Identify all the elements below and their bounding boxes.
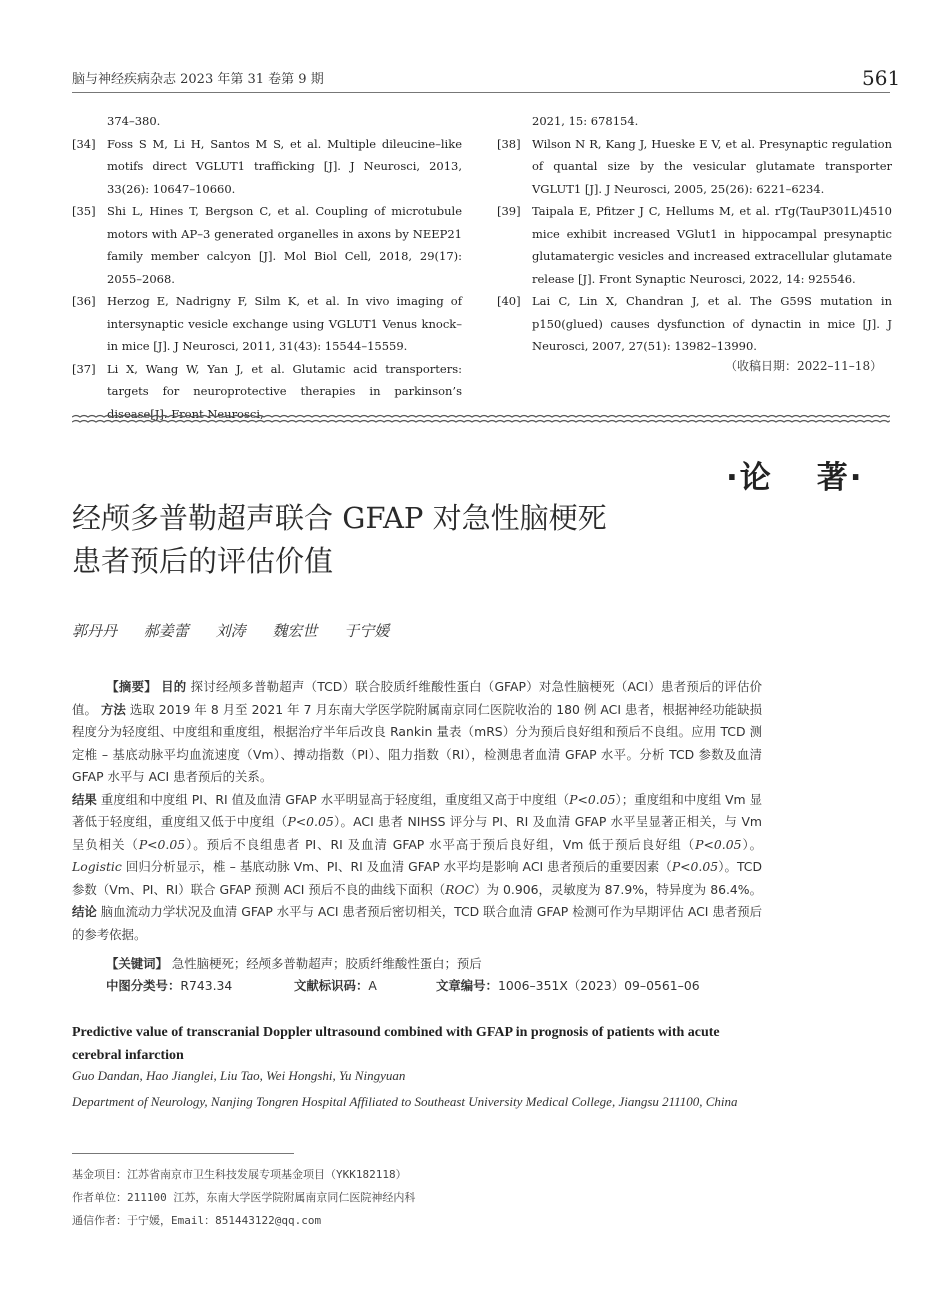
- abstract: [72, 676, 762, 946]
- reference-text: Wilson N R, Kang J, Hueske E V, et al. Presynaptic regulation of quantal size by the vesicular glutamate transporter VGLUT1 [J]. J Neurosci, 2005, 25(26): 6221–6234.: [532, 136, 892, 196]
- objective-text: 探讨经颅多普勒超声（TCD）联合胶质纤维酸性蛋白（GFAP）对急性脑梗死（ACI）患者预后的评估价值。: [72, 679, 763, 717]
- doc-code-value: A: [368, 978, 377, 993]
- reference-item: [72, 200, 462, 290]
- roc-term: ROC: [445, 881, 475, 897]
- author-name: 刘涛: [215, 622, 246, 640]
- reference-item: [72, 133, 462, 201]
- keywords: [106, 954, 482, 972]
- conclusion-label: 结论: [72, 904, 97, 919]
- p-value: P<0.05: [695, 836, 742, 852]
- objective-label: 目的: [161, 679, 187, 694]
- author-name: 郝姜蕾: [143, 622, 189, 640]
- clc-label: 中图分类号：: [106, 978, 181, 993]
- reference-text: Herzog E, Nadrigny F, Silm K, et al. In vivo imaging of intersynaptic vesicle exchange using VGLUT1 Venus knock–in mice [J]. J Neurosci, 2011, 31(43): 15544–15559.: [107, 294, 462, 353]
- reference-number: [36]: [72, 294, 96, 308]
- reference-number: [35]: [72, 204, 96, 218]
- results-label: 结果: [72, 791, 97, 807]
- classification-line: [106, 976, 766, 994]
- column-tag-left: ·论: [726, 460, 773, 496]
- reference-number: [37]: [72, 361, 96, 376]
- reference-number: [40]: [497, 294, 521, 308]
- reference-text: Li X, Wang W, Yan J, et al. Glutamic acid transporters: targets for neuroprotective therapies in parkinson’s disease[J]. Front Neurosci,: [107, 361, 462, 421]
- keywords-label: 【关键词】: [106, 956, 168, 971]
- page-number: 561: [862, 66, 901, 90]
- footnote-unit: 作者单位：211100 江苏，东南大学医学院附属南京同仁医院神经内科: [72, 1191, 416, 1204]
- footnote-rule: [72, 1153, 294, 1154]
- reference-text: Foss S M, Li H, Santos M S, et al. Multiple dileucine–like motifs direct VGLUT1 trafficking [J]. J Neurosci, 2013, 33(26): 10647–10660.: [107, 136, 462, 196]
- p-value: P<0.05: [138, 836, 186, 852]
- doc-code-label: 文献标识码：: [294, 978, 369, 993]
- reference-item: [72, 290, 462, 358]
- p-value: P<0.05: [287, 814, 334, 829]
- results-text: 回归分析显示，椎 – 基底动脉 Vm、PI、RI 及血清 GFAP 水平均是影响 ACI 患者预后的重要因素（: [121, 859, 672, 874]
- reference-item: [497, 200, 892, 290]
- methods-label: 方法: [100, 701, 126, 717]
- references-left: [72, 110, 462, 425]
- article-title-line: 经颅多普勒超声联合 GFAP 对急性脑梗死: [72, 501, 607, 535]
- reference-text: Taipala E, Pfitzer J C, Hellums M, et al. rTg(TauP301L)4510 mice exhibit increased VGlut1 in hippocampal presynaptic glutamatergic vesicles and increased extracellular glutamate release [J]. Front Synaptic Neurosci, 2022, 14: 925546.: [532, 204, 892, 286]
- conclusion-text: 脑血流动力学状况及血清 GFAP 水平与 ACI 患者预后密切相关，TCD 联合血清 GFAP 检测可作为早期评估 ACI 患者预后的参考依据。: [72, 904, 763, 942]
- clc-value: R743.34: [180, 978, 233, 993]
- column-tag-right: 著·: [816, 460, 864, 496]
- results-text: ）。: [741, 836, 763, 852]
- reference-item: [497, 290, 892, 358]
- reference-text: 2021, 15: 678154.: [532, 114, 639, 128]
- footnote-fund: 基金项目：江苏省南京市卫生科技发展专项基金项目（YKK182118）: [72, 1168, 407, 1181]
- author-name: 郭丹丹: [72, 622, 118, 640]
- article-number-value: 1006–351X（2023）09–0561–06: [497, 978, 700, 993]
- methods-text: 选取 2019 年 8 月至 2021 年 7 月东南大学医学院附属南京同仁医院收治的 180 例 ACI 患者，根据神经功能缺损程度分为轻度组、中度组和重度组，根据治疗半年后改良 Rankin 量表（mRS）分为预后良好组和预后不良组。应用 TCD 测定椎 – 基底动脉平均血流速度（Vm）、搏动指数（PI）、阻力指数（RI），检测患者血清 GFAP 水平。分析 TCD 参数及血清 GFAP 水平与 ACI 患者预后的关系。: [72, 701, 762, 784]
- english-title: Predictive value of transcranial Doppler ultrasound combined with GFAP in prognosis of patients with acute cerebral infarction: [72, 1025, 720, 1063]
- received-date: （收稿日期：2022–11–18）: [725, 359, 883, 373]
- reference-number: [34]: [72, 136, 96, 151]
- article-number-field: [436, 976, 700, 994]
- logistic-term: Logistic: [72, 859, 122, 874]
- reference-item: [497, 110, 892, 133]
- footnote-corresponding: 通信作者：于宁媛，Email：851443122@qq.com: [72, 1214, 322, 1227]
- keywords-value: 急性脑梗死；经颅多普勒超声；胶质纤维酸性蛋白；预后: [171, 956, 482, 971]
- reference-text: Lai C, Lin X, Chandran J, et al. The G59S mutation in p150(glued) causes dysfunction of dynactin in mice [J]. J Neurosci, 2007, 27(51): 13982–13990.: [532, 294, 892, 353]
- reference-text: Shi L, Hines T, Bergson C, et al. Coupling of microtubule motors with AP–3 generated organelles in axons by NEEP21 family member calcyon [J]. Mol Biol Cell, 2018, 29(17): 2055–2068.: [107, 204, 462, 286]
- p-value: P<0.05: [569, 791, 616, 807]
- doc-code-field: [294, 976, 436, 994]
- author-list: [72, 620, 411, 641]
- article-title: [72, 497, 772, 583]
- article-number-label: 文章编号：: [436, 978, 498, 993]
- article-title-line: 患者预后的评估价值: [72, 544, 334, 578]
- english-affiliation: Department of Neurology, Nanjing Tongren Hospital Affiliated to Southeast University Medical College, Jiangsu 211100, China: [72, 1094, 738, 1109]
- wavy-separator: [72, 412, 890, 426]
- results-text: ）；重度组和中度组 Vm 显著低于轻度组，重度组又低于中度组（: [72, 791, 762, 829]
- reference-number: [39]: [497, 204, 521, 218]
- results-text: ）。预后不良组患者 PI、RI 及血清 GFAP 水平高于预后良好组，Vm 低于预后良好组（: [185, 836, 696, 852]
- english-authors: Guo Dandan, Hao Jianglei, Liu Tao, Wei Hongshi, Yu Ningyuan: [72, 1068, 406, 1083]
- reference-number: [38]: [497, 136, 521, 151]
- references-right: [497, 110, 892, 358]
- journal-header: 脑与神经疾病杂志 2023 年第 31 卷第 9 期: [72, 72, 324, 87]
- clc-field: [106, 976, 294, 994]
- p-value: P<0.05: [671, 859, 719, 874]
- abstract-label: 【摘要】: [106, 679, 157, 694]
- results-text: ）为 0.906，灵敏度为 87.9%，特异度为 86.4%。: [474, 881, 762, 897]
- header-rule: [72, 92, 890, 93]
- reference-item: [497, 133, 892, 201]
- reference-text: 374–380.: [107, 114, 161, 128]
- column-tag: [726, 452, 864, 497]
- results-text: ）。ACI 患者 NIHSS 评分与 PI、RI 及血清 GFAP 水平呈显著正相关，与 Vm 呈负相关（: [72, 814, 762, 852]
- results-text: 重度组和中度组 PI、RI 值及血清 GFAP 水平明显高于轻度组，重度组又高于中度组（: [100, 791, 570, 807]
- results-text: ）。TCD 参数（Vm、PI、RI）联合 GFAP 预测 ACI 预后不良的曲线下面积（: [72, 859, 762, 897]
- author-name: 魏宏世: [272, 622, 318, 640]
- author-name: 于宁媛: [344, 622, 390, 640]
- reference-item: [72, 110, 462, 133]
